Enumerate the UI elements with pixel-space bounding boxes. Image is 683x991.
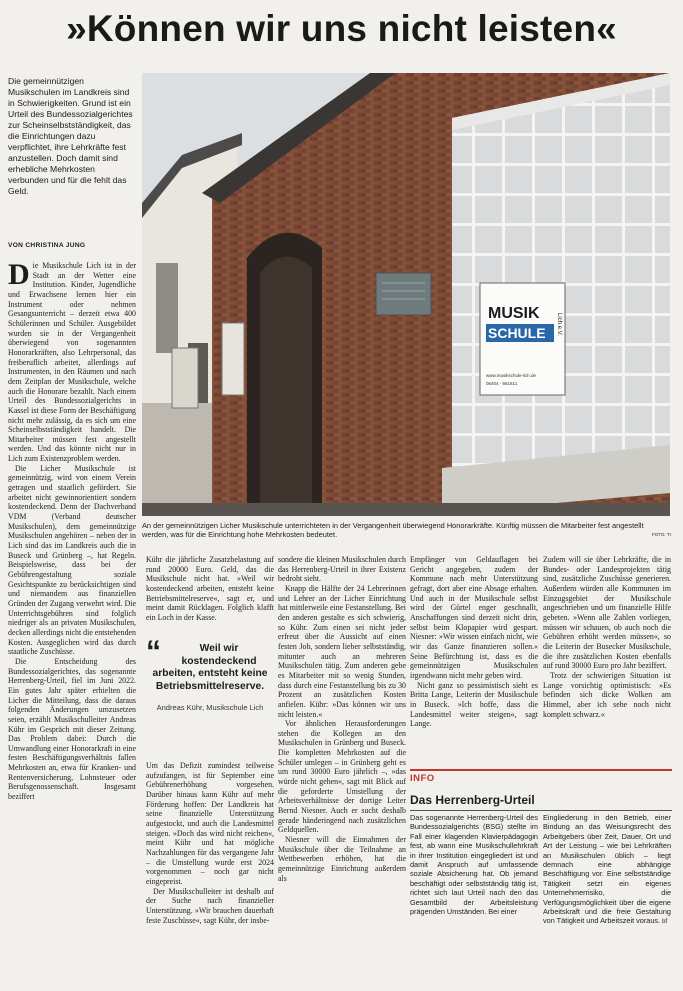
music-school-sign	[480, 283, 565, 395]
col4-paragraph-2: Nicht ganz so pessimistisch sieht es Britta Lange, Leiterin der Musikschule in Buseck. »Ich hoffe, dass die Landesmittel weiter steigen«, sagt Lange.	[410, 680, 538, 729]
col1-paragraph-1: ie Musikschule Lich ist in der Stadt an der Wetter eine Institution. Kinder, Jugendliche und Erwachsene lernen hier ein Instrument oder nehmen Gesangsunterricht – derzeit etwa 400 Schülerinnen und Schüler. Ausgebildet wurden sie in der Vergangenheit überwiegend von sogenannten Honorarkräften, also Lehrpersonal, das freiberuflich arbeitet, allerdings auf Instrumenten, in den Räumen und nach dem Zeitplan der Musikschule, welche auch die Honorare bezahlt. Nach einem Urteil des Bundessozialgerichts in Kassel ist diese Form der Beschäftigung nicht mehr zulässig, da es sich um eine Scheinselbstständigkeit handelt. Die Mitarbeiter müssen fest angestellt werden. Und das könnte nicht nur in Lich zum Existenzproblem werden.	[8, 261, 136, 464]
article-column-5	[543, 555, 671, 719]
col3-paragraph-3: Vor ähnlichen Herausforderungen stehen die Kollegen an den Musikschulen in Grünberg und Buseck. Die kompletten Mehrkosten auf die Schüler umlegen – in Grünberg geht es um rund 30000 Euro jährlich –, »das würde nicht gehen«, sagt mit Blick auf die geforderte Umstellung der Arbeitsverhältnisse der dortige Leiter Bernd Niesner. Auch er sucht deshalb gerade händeringend nach zusätzlichen Geldquellen.	[278, 719, 406, 835]
article-column-1	[8, 258, 136, 802]
col2-paragraph-2: Um das Defizit zumindest teilweise aufzufangen, ist für September eine Gebührenerhöhung vorgesehen. Darüber hinaus kann Kühr auf mehr Förderung hoffen: Der Landkreis hat seine finanzielle Unterstützung aufgestockt, und auch die Landesmittel steigen. »Doch das wird nicht reichen«, meint Kühr und hat mögliche Nachzahlungen für das vergangene Jahr – die Umstellung wurde erst 2024 vorgenommen – noch gar nicht eingepreist.	[146, 761, 274, 886]
photo-credit: FOTO: TI	[652, 532, 671, 537]
article-column-3	[278, 555, 406, 883]
article-column-2-top	[146, 555, 274, 623]
headline: »Können wir uns nicht leisten«	[66, 8, 617, 49]
col5-paragraph-1: Zudem will sie über Lehrkräfte, die in Bundes- oder Landesprojekten tätig sind, zusätzliche Zuschüsse generieren. Außerdem würden alle Kommunen im Einzugsgebiet der Musikschule angeschrieben und um finanzielle Hilfe gebeten. »Wenn alle Zahlen vorliegen, müssen wir schauen, ob auch noch die Gebühren erhöht werden müssen«, so die Leiterin der Busecker Musikschule, die ihre zusätzlichen Kosten ebenfalls auf rund 30000 Euro pro Jahr beziffert.	[543, 555, 671, 671]
lead-paragraph: Die gemeinnützigen Musikschulen im Landkreis sind in Schwierigkeiten. Grund ist ein Urteil des Bundessozialgerichtes zur Scheinselbstständigkeit, das die Einrichtungen dazu verpflichtet, ihre Lehrkräfte fest anzustellen. Doch damit sind erhebliche Mehrkosten verbunden und für die fehlt das Geld.	[8, 76, 133, 196]
quote-text: Weil wir kostendeckend arbeiten, entsteht keine Betriebsmittelreserve.	[152, 643, 268, 692]
info-column-2-text: Eingliederung in den Betrieb, einer Bindung an das Weisungsrecht des Arbeitgebers über Zeit, Dauer, Ort und Art der Leistung – wie bei Lehrkräften an Musikschulen üblich – liegt demnach eine abhängige Beschäftigung vor. Eine selbstständige Tätigkeit setzt ein eigenes Unternehmerrisiko, die Verfügungsmöglichkeit über die eigene Arbeitskraft und die freie Gestaltung von Tätigkeit und Arbeitszeit voraus.	[543, 813, 671, 926]
dropcap: D	[8, 258, 30, 291]
sign-text-schule: SCHULE	[488, 325, 546, 341]
col5-paragraph-2: Trotz der schwierigen Situation ist Lange vorsichtig optimistisch: »Es befinden sich dicke Wolken am Himmel, aber ich sehe noch nicht komplett schwarz.«	[543, 670, 671, 719]
sign-phone: 06404 - 661611	[486, 381, 518, 386]
info-column-2	[543, 813, 671, 928]
sign-text-musik: MUSIK	[488, 305, 540, 322]
col1-paragraph-2: Die Licher Musikschule ist gemeinnützig, wird von einem Verein getragen und staatlich gefördert. Sie arbeitet nicht gewinnorientiert sondern kostendeckend. Denn der Dachverband VDM (Verband deutscher Musikschulen), dem gemeinnützige Musikschulen angehören – neben der in Lich sind das im Landkreis auch die in Buseck und Grünberg –, hat Regeln. Beispielsweise, dass bei der Gebührengestaltung soziale Gesichtspunkte zu berücksichtigen sind und niemandem aus finanziellen Gründen der Zugang verwehrt wird. Die Unterrichtsgebühren sind folglich niedriger als an privaten Musikschulen, decken allerdings nicht die entstehenden Kosten. Ausgeglichen wird das durch staatliche Zuschüsse.	[8, 463, 136, 657]
col1-paragraph-3: Die Entscheidung des Bundessozialgerichtes, das sogenannte Herrenberg-Urteil, fiel im Juni 2022. Ein gutes Jahr später erhielten die Licher die Mitteilung, dass die daraus folgenden Änderungen umzusetzen seien, erzählt Musikschulleiter Andreas Kühr im Gespräch mit dieser Zeitung. Das Problem dabei: Durch die Umwandlung einer Honorarkraft in eine festen Beschäftigungsverhältnis fallen Mehrkosten an, etwa für Kranken- und Rentenversicherung, Lohnsteuer oder Berufsgenossenschaft. Insgesamt beziffert	[8, 656, 136, 802]
col4-paragraph-1: Empfänger von Geldauflagen bei Gericht angegeben, zudem der Kommune nach mehr Unterstützung gefragt, dort aber eine Absage erhalten. Und auch in der Musikschule selbst wird der Gürtel enger geschnallt, Anschaffungen sind derzeit nicht drin, selbst beim Klopapier wird gespart. Niesner: »Wir wissen einfach nicht, wie wir das Ganze finanzieren sollen.« Seine Befürchtung ist, dass es die gemeinnützigen Musikschulen irgendwann nicht mehr geben wird.	[410, 555, 538, 680]
col3-paragraph-2: Knapp die Hälfte der 24 Lehrerinnen und Lehrer an der Licher Einrichtung hat mittlerweile eine Festanstellung. Bei den anderen gestalte es sich schwierig, so Kühr. Zum einen sei nicht jeder erfreut über die Aussicht auf einen festen Job, sondern lieber selbstständig, mitunter auch an mehreren Musikschulen tätig. Zum anderen gebe es Mitarbeiter mit so wenig Stunden, dass durch eine Festanstellung bis zu 30 Prozent an zusätzlichen Kosten anfielen. Kühr: »Das können wir uns nicht leisten.«	[278, 583, 406, 719]
info-column-1: Das sogenannte Herrenberg-Urteil des Bundessozialgerichts (BSG) stellte im Fall einer klagenden Klavierpädagogin fest, ab wann eine Musikschullehrkraft in ihrer Institution eingegliedert ist und damit Anspruch auf umfassende soziale Absicherung hat. Ob jemand beschäftigt oder selbstständig tätig ist, richtet sich laut Urteil nach den das Gesamtbild der Arbeitsleistung prägenden Umständen. Bei einer	[410, 813, 538, 917]
info-signature: bf	[662, 919, 668, 926]
article-column-2-bottom	[146, 761, 274, 925]
photo-caption: An der gemeinnützigen Licher Musikschule unterrichteten in der Vergangenheit überwiegend Honorarkräfte. Künftig müssen die Mitarbeiter fest angestellt werden, was für die Einrichtung hohe Mehrkosten bedeutet.	[142, 521, 644, 540]
pull-quote	[146, 635, 274, 712]
byline: VON CHRISTINA JUNG	[8, 242, 86, 249]
sign-text-lich: Lich e.V.	[556, 313, 562, 336]
info-title: Das Herrenberg-Urteil	[410, 793, 672, 811]
info-label: INFO	[410, 769, 672, 784]
wall-plaque	[376, 273, 431, 315]
col3-paragraph-4: Niesner will die Einnahmen der Musikschule über die Teilnahme an Wettbewerben erhöhen, hat die gemeinnützige Einrichtung außerdem als	[278, 835, 406, 883]
col2-paragraph-1: Kühr die jährliche Zusatzbelastung auf rund 20000 Euro. Geld, das die Musikschule nicht hat. »Weil wir kostendeckend arbeiten, entsteht keine Betriebsmittelreserve«, sagt er, und meint damit Rücklagen. Folglich klafft ein Loch in der Kasse.	[146, 555, 274, 622]
article-photo	[142, 73, 670, 516]
article-column-4	[410, 555, 538, 729]
music-school-building-illustration	[142, 73, 670, 516]
col3-paragraph-1: sondere die kleinen Musikschulen durch das Herrenberg-Urteil in ihrer Existenz bedroht sieht.	[278, 555, 406, 584]
col2-paragraph-3: Der Musikschulleiter ist deshalb auf der Suche nach finanzieller Unterstützung. »Wir brauchen dauerhaft feste Zuschüsse«, sagt Kühr, der insbe-	[146, 886, 274, 925]
quote-mark-icon: “	[146, 635, 161, 668]
quote-attribution: Andreas Kühr, Musikschule Lich	[156, 703, 264, 712]
sign-url: www.musikschule-lich.de	[486, 373, 537, 378]
